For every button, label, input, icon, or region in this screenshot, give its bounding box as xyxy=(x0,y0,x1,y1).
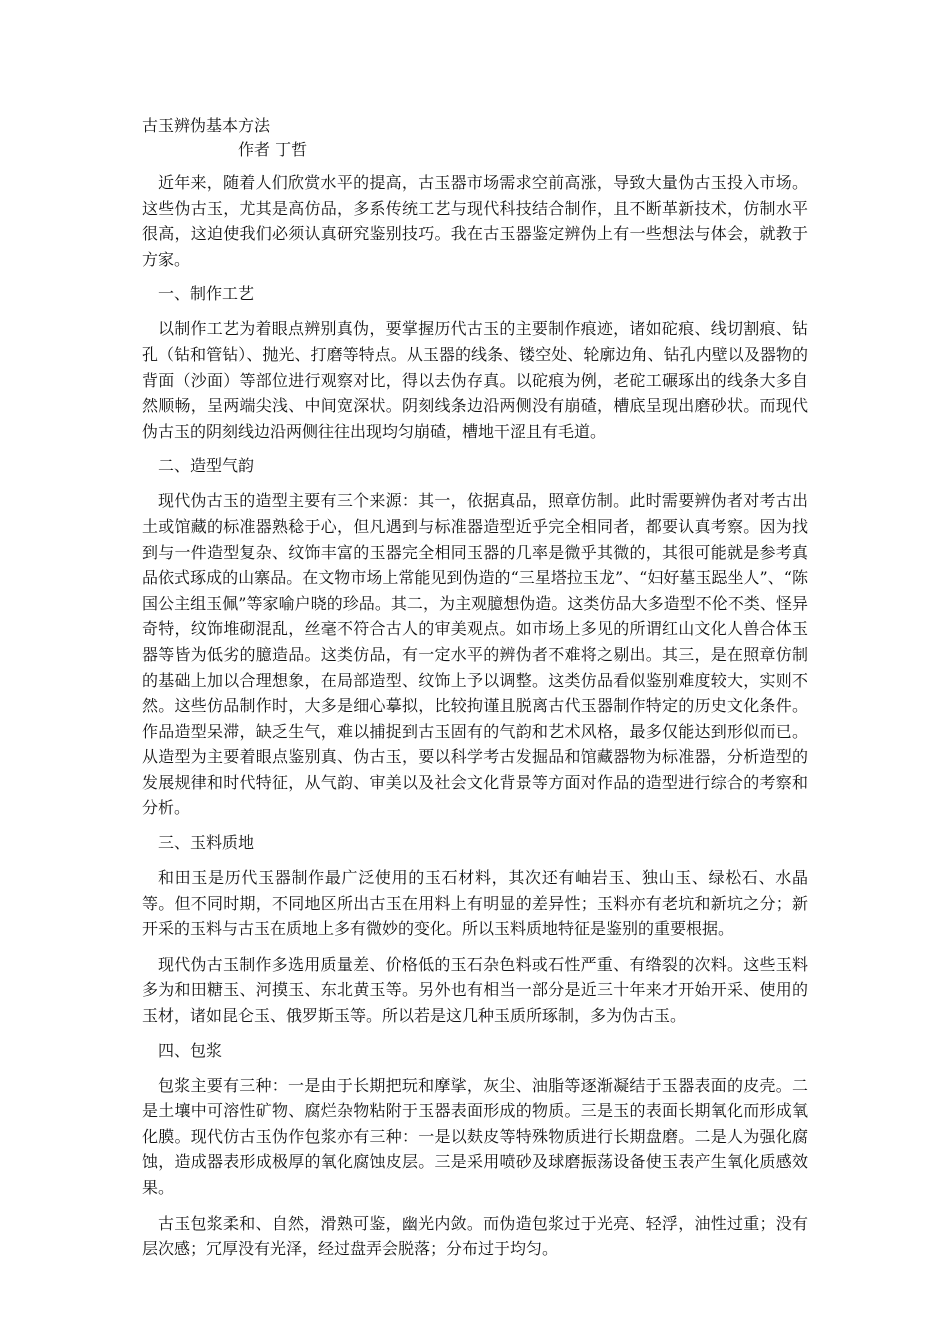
intro-paragraph: 近年来，随着人们欣赏水平的提高，古玉器市场需求空前高涨，导致大量伪古玉投入市场。这些伪古玉，尤其是高仿品，多系传统工艺与现代科技结合制作，且不断革新技术，仿制水平很高，这迫使我们必须认真研究鉴别技巧。我在古玉器鉴定辨伪上有一些想法与体会，就教于方家。 xyxy=(142,173,808,269)
section-heading-3: 三、玉料质地 xyxy=(158,833,255,853)
section-4-paragraph-1: 包浆主要有三种：一是由于长期把玩和摩挲，灰尘、油脂等逐渐凝结于玉器表面的皮壳。二是土壤中可溶性矿物、腐烂杂物粘附于玉器表面形成的物质。三是玉的表面长期氧化而形成氧化膜。现代仿古玉伪作包浆亦有三种：一是以麸皮等特殊物质进行长期盘磨。二是人为强化腐蚀，造成器表形成极厚的氧化腐蚀皮层。三是采用喷砂及球磨振荡设备使玉表产生氧化质感效果。 xyxy=(142,1075,808,1197)
section-heading-1: 一、制作工艺 xyxy=(158,284,255,304)
section-2-paragraph-1: 现代伪古玉的造型主要有三个来源：其一，依据真品，照章仿制。此时需要辨伪者对考古出土或馆藏的标准器熟稔于心，但凡遇到与标准器造型近乎完全相同者，都要认真考察。因为找到与一件造型复杂、纹饰丰富的玉器完全相同玉器的几率是微乎其微的，其很可能就是参考真品依式琢成的山寨品。在文物市场上常能见到伪造的“三星塔拉玉龙”、“妇好墓玉跽坐人”、“陈国公主组玉佩”等家喻户晓的珍品。其二，为主观臆想伪造。这类仿品大多造型不伦不类、怪异奇特，纹饰堆砌混乱，丝毫不符合古人的审美观点。如市场上多见的所谓红山文化人兽合体玉器等皆为低劣的臆造品。这类仿品，有一定水平的辨伪者不难将之剔出。其三，是在照章仿制的基础上加以合理想象，在局部造型、纹饰上予以调整。这类仿品看似鉴别难度较大，实则不然。这些仿品制作时，大多是细心摹拟，比较拘谨且脱离古代玉器制作特定的历史文化条件。作品造型呆滞，缺乏生气，难以捕捉到古玉固有的气韵和艺术风格，最多仅能达到形似而已。从造型为主要着眼点鉴别真、伪古玉，要以科学考古发掘品和馆藏器物为标准器，分析造型的发展规律和时代特征，从气韵、审美以及社会文化背景等方面对作品的造型进行综合的考察和分析。 xyxy=(142,491,808,818)
section-1-paragraph-1: 以制作工艺为着眼点辨别真伪，要掌握历代古玉的主要制作痕迹，诸如砣痕、线切割痕、钻孔（钻和管钻）、抛光、打磨等特点。从玉器的线条、镂空处、轮廓边角、钻孔内壁以及器物的背面（沙面）等部位进行观察对比，得以去伪存真。以砣痕为例，老砣工碾琢出的线条大多自然顺畅，呈两端尖浅、中间宽深状。阴刻线条边沿两侧没有崩碴，槽底呈现出磨砂状。而现代伪古玉的阴刻线边沿两侧往往出现均匀崩碴，槽地干涩且有毛道。 xyxy=(142,319,808,441)
section-heading-2: 二、造型气韵 xyxy=(158,456,255,476)
section-4-paragraph-2: 古玉包浆柔和、自然，滑熟可鉴，幽光内敛。而伪造包浆过于光亮、轻浮，油性过重；没有层次感；冗厚没有光泽，经过盘弄会脱落；分布过于均匀。 xyxy=(142,1213,808,1259)
section-3-paragraph-2: 现代伪古玉制作多选用质量差、价格低的玉石杂色料或石性严重、有绺裂的次料。这些玉料多为和田糖玉、河摸玉、东北黄玉等。另外也有相当一部分是近三十年来才开始开采、使用的玉材，诸如昆仑玉、俄罗斯玉等。所以若是这几种玉质所琢制，多为伪古玉。 xyxy=(142,954,808,1026)
document-title: 古玉辨伪基本方法 xyxy=(142,116,271,135)
section-heading-4: 四、包浆 xyxy=(158,1040,223,1060)
section-3-paragraph-1: 和田玉是历代玉器制作最广泛使用的玉石材料，其次还有岫岩玉、独山玉、绿松石、水晶等。但不同时期，不同地区所出古玉在用料上有明显的差异性；玉料亦有老坑和新坑之分；新开采的玉料与古玉在质地上多有微妙的变化。所以玉料质地特征是鉴别的重要根据。 xyxy=(142,868,808,939)
document-page xyxy=(142,114,808,1272)
document-author: 作者 丁哲 xyxy=(238,140,308,159)
